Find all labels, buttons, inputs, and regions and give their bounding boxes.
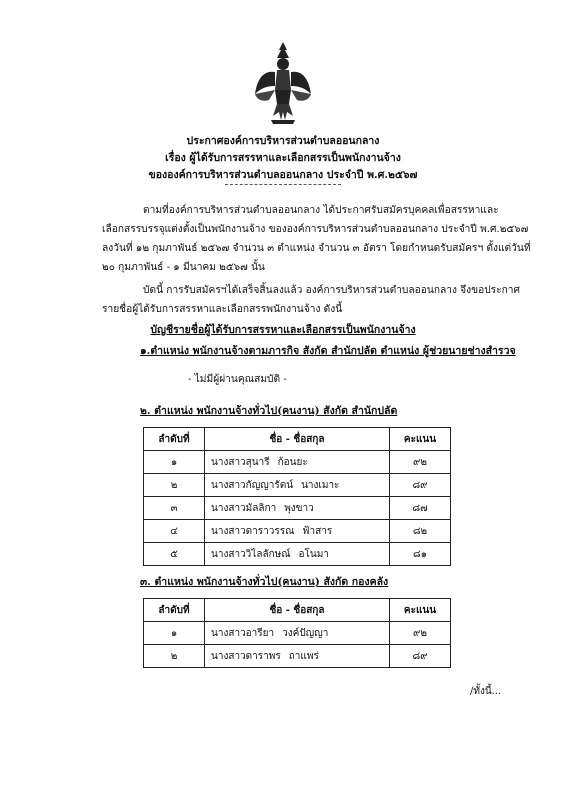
last-name: พุงขาว [284, 502, 314, 514]
first-name: นางสาววิไลลักษณ์ [211, 548, 291, 560]
last-name: วงค์ปัญญา [282, 627, 329, 639]
row-order: ๔ [144, 520, 205, 543]
row-name [205, 543, 390, 566]
col-score: คะแนน [390, 428, 451, 451]
row-order: ๒ [144, 474, 205, 497]
para2-line2: รายชื่อผู้ได้รับการสรรหาและเลือกสรรพนักงานจ้าง ดังนี้ [102, 304, 343, 315]
position2-table [143, 427, 451, 566]
row-name [205, 520, 390, 543]
row-name [205, 474, 390, 497]
announcement-org-year: ขององค์การบริหารส่วนตำบลออนกลาง ประจำปี พ.ศ.๒๕๖๗ [148, 169, 418, 181]
table-header-row [144, 428, 451, 451]
announcement-subject: เรื่อง ผู้ได้รับการสรรหาและเลือกสรรเป็นพนักงานจ้าง [165, 152, 401, 164]
table-row [144, 543, 451, 566]
position1-heading: ๑.ตำแหน่ง พนักงานจ้างตามภารกิจ สังกัด สำนักปลัด ตำแหน่ง ผู้ช่วยนายช่างสำรวจ [140, 345, 516, 357]
first-name: นางสาวอารียา [211, 627, 275, 639]
row-score: ๘๗ [390, 497, 451, 520]
announcement-title: ประกาศองค์การบริหารส่วนตำบลออนกลาง [186, 135, 380, 147]
col-name: ชื่อ - ชื่อสกุล [205, 428, 390, 451]
table-header-row [144, 599, 451, 622]
col-score: คะแนน [390, 599, 451, 622]
para1-line1: ตามที่องค์การบริหารส่วนตำบลออนกลาง ได้ประกาศรับสมัครบุคคลเพื่อสรรหาและ [143, 205, 499, 216]
row-name [205, 645, 390, 668]
row-score: ๘๙ [390, 645, 451, 668]
last-name: ก้อนยะ [277, 456, 308, 468]
table-row [144, 474, 451, 497]
first-name: นางสาวสุนารี [211, 456, 270, 468]
col-order: ลำดับที่ [144, 599, 205, 622]
title-divider [225, 184, 341, 185]
col-order: ลำดับที่ [144, 428, 205, 451]
position3-table [143, 598, 451, 668]
last-name: ฟ้าสาร [302, 525, 333, 537]
para2-line1: บัดนี้ การรับสมัครฯได้เสร็จสิ้นลงแล้ว องค์การบริหารส่วนตำบลออนกลาง จึงขอประกาศ [143, 285, 520, 296]
row-score: ๙๒ [390, 451, 451, 474]
row-name [205, 497, 390, 520]
para1-line3: ลงวันที่ ๑๒ กุมภาพันธ์ ๒๕๖๗ จำนวน ๓ ตำแหน่ง จำนวน ๓ อัตรา โดยกำหนดรับสมัครฯ ตั้งแต่วันที่ [102, 243, 531, 254]
table-row [144, 622, 451, 645]
row-order: ๑ [144, 622, 205, 645]
continuation-note: /ทั้งนี้... [470, 686, 502, 697]
row-order: ๑ [144, 451, 205, 474]
table-row [144, 645, 451, 668]
table-row [144, 497, 451, 520]
position2-heading: ๒. ตำแหน่ง พนักงานจ้างทั่วไป(คนงาน) สังกัด สำนักปลัด [140, 405, 398, 417]
row-order: ๒ [144, 645, 205, 668]
last-name: อโนมา [298, 548, 329, 560]
row-score: ๘๑ [390, 543, 451, 566]
list-title: บัญชีรายชื่อผู้ได้รับการสรรหาและเลือกสรรเป็นพนักงานจ้าง [150, 324, 416, 336]
row-order: ๕ [144, 543, 205, 566]
first-name: นางสาวมัลลิกา [211, 502, 277, 514]
first-name: นางสาวดาราวรรณ [211, 525, 295, 537]
row-name [205, 622, 390, 645]
para1-line4: ๒๐ กุมภาพันธ์ - ๑ มีนาคม ๒๕๖๗ นั้น [102, 262, 265, 273]
first-name: นางสาวกัญญารัตน์ [211, 479, 294, 491]
position1-note: - ไม่มีผู้ผ่านคุณสมบัติ - [188, 374, 287, 385]
garuda-emblem [253, 40, 313, 126]
position3-heading: ๓. ตำแหน่ง พนักงานจ้างทั่วไป(คนงาน) สังกัด กองคลัง [140, 576, 389, 588]
para1-line2: เลือกสรรบรรจุแต่งตั้งเป็นพนักงานจ้าง ขององค์การบริหารส่วนตำบลออนกลาง ประจำปี พ.ศ.๒๕๖๗ [102, 224, 529, 235]
table-row [144, 451, 451, 474]
table-row [144, 520, 451, 543]
row-score: ๘๒ [390, 520, 451, 543]
row-score: ๙๒ [390, 622, 451, 645]
row-order: ๓ [144, 497, 205, 520]
last-name: ถาแพร่ [288, 650, 319, 662]
row-name [205, 451, 390, 474]
row-score: ๘๙ [390, 474, 451, 497]
last-name: นางเมาะ [301, 479, 340, 491]
col-name: ชื่อ - ชื่อสกุล [205, 599, 390, 622]
first-name: นางสาวดาราพร [211, 650, 281, 662]
